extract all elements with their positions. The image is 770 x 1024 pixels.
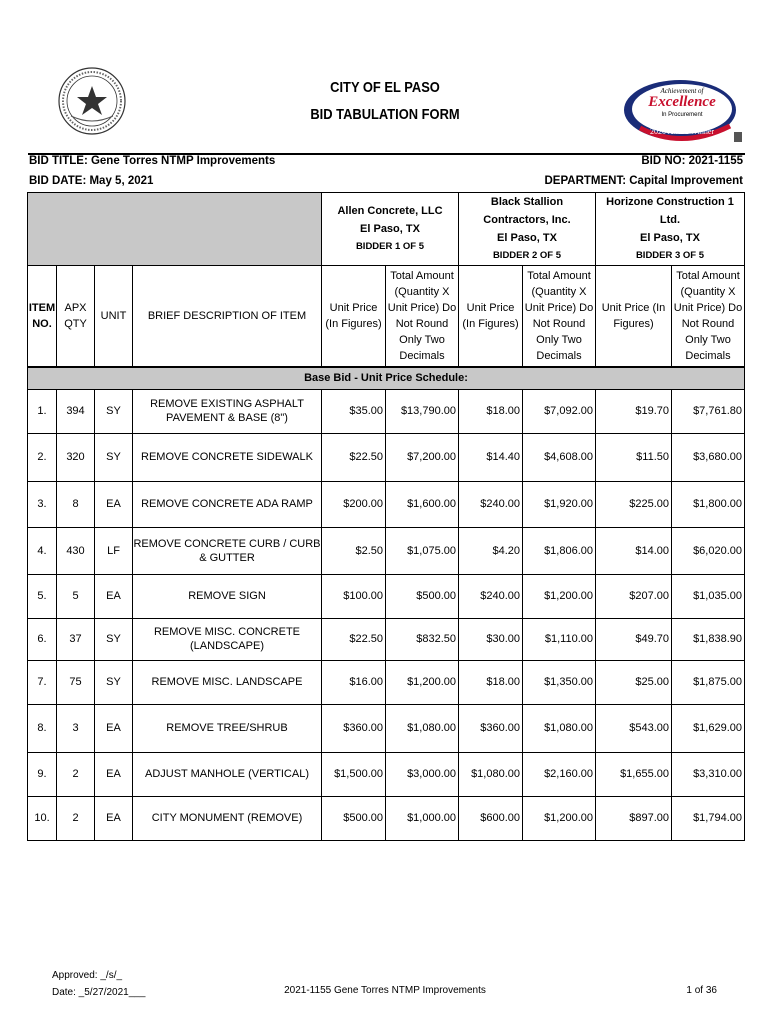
footer-center: 2021-1155 Gene Torres NTMP Improvements — [284, 985, 486, 996]
table-row — [28, 752, 745, 796]
table-row — [28, 796, 745, 840]
footer-approved: Approved: _/s/_ — [52, 970, 123, 981]
cell-total-1: $13,790.00 — [386, 389, 459, 433]
award-line-4: 2020 Award Winner — [649, 127, 715, 136]
award-line-2: Excellence — [648, 94, 716, 110]
table-row — [28, 433, 745, 481]
award-line-1: Achievement of — [660, 87, 704, 95]
cell-description: REMOVE TREE/SHRUB — [133, 704, 322, 752]
cell-unit-price-2: $600.00 — [459, 796, 523, 840]
cell-item-no: 3. — [28, 481, 57, 527]
cell-qty: 430 — [57, 527, 95, 574]
cell-total-3: $1,838.90 — [672, 618, 745, 660]
cell-unit: SY — [95, 618, 133, 660]
cell-unit: EA — [95, 481, 133, 527]
cell-qty: 2 — [57, 796, 95, 840]
col-total-3: Total Amount (Quantity X Unit Price) Do Not Round Only Two Decimals — [672, 265, 745, 367]
cell-qty: 3 — [57, 704, 95, 752]
header-spacer — [28, 154, 745, 192]
cell-total-1: $1,200.00 — [386, 660, 459, 704]
cell-item-no: 6. — [28, 618, 57, 660]
col-item-no: ITEM NO. — [28, 265, 57, 367]
bid-title: BID TITLE: Gene Torres NTMP Improvements — [29, 155, 276, 167]
cell-unit-price-1: $22.50 — [322, 433, 386, 481]
cell-unit: LF — [95, 527, 133, 574]
cell-unit-price-2: $240.00 — [459, 574, 523, 618]
cell-description: REMOVE CONCRETE ADA RAMP — [133, 481, 322, 527]
city-seal-logo — [57, 66, 127, 136]
table-row — [28, 660, 745, 704]
cell-item-no: 2. — [28, 433, 57, 481]
department: DEPARTMENT: Capital Improvement — [544, 175, 743, 187]
bid-tabulation-table — [27, 153, 745, 841]
cell-total-1: $1,000.00 — [386, 796, 459, 840]
cell-unit: EA — [95, 752, 133, 796]
bid-number: BID NO: 2021-1155 — [641, 155, 743, 167]
table-row — [28, 618, 745, 660]
award-line-3: In Procurement — [661, 112, 703, 118]
cell-unit-price-3: $49.70 — [596, 618, 672, 660]
bid-date: BID DATE: May 5, 2021 — [29, 175, 154, 187]
cell-qty: 8 — [57, 481, 95, 527]
rows-body — [28, 389, 745, 840]
cell-description: CITY MONUMENT (REMOVE) — [133, 796, 322, 840]
cell-unit-price-1: $100.00 — [322, 574, 386, 618]
cell-total-3: $1,794.00 — [672, 796, 745, 840]
cell-description: REMOVE CONCRETE SIDEWALK — [133, 433, 322, 481]
footer-date: Date: _5/27/2021___ — [52, 987, 146, 998]
header-gray-block — [28, 192, 322, 265]
cell-unit-price-2: $1,080.00 — [459, 752, 523, 796]
cell-qty: 5 — [57, 574, 95, 618]
cell-item-no: 1. — [28, 389, 57, 433]
cell-description: ADJUST MANHOLE (VERTICAL) — [133, 752, 322, 796]
footer-page: 1 of 36 — [686, 985, 717, 996]
cell-item-no: 4. — [28, 527, 57, 574]
col-description: BRIEF DESCRIPTION OF ITEM — [133, 265, 322, 367]
col-unit-price-2: Unit Price (In Figures) — [459, 265, 523, 367]
cell-total-1: $500.00 — [386, 574, 459, 618]
cell-unit-price-1: $16.00 — [322, 660, 386, 704]
cell-total-2: $2,160.00 — [523, 752, 596, 796]
cell-item-no: 9. — [28, 752, 57, 796]
cell-qty: 2 — [57, 752, 95, 796]
cell-unit-price-3: $25.00 — [596, 660, 672, 704]
cell-total-3: $1,629.00 — [672, 704, 745, 752]
cell-total-2: $1,110.00 — [523, 618, 596, 660]
cell-unit-price-1: $360.00 — [322, 704, 386, 752]
cell-total-1: $1,075.00 — [386, 527, 459, 574]
cell-total-1: $3,000.00 — [386, 752, 459, 796]
cell-qty: 394 — [57, 389, 95, 433]
cell-total-2: $1,806.00 — [523, 527, 596, 574]
bidder-3-name: Horizone Construction 1 Ltd. — [606, 195, 734, 226]
cell-total-2: $1,350.00 — [523, 660, 596, 704]
cell-total-1: $1,080.00 — [386, 704, 459, 752]
cell-unit-price-1: $500.00 — [322, 796, 386, 840]
cell-unit-price-2: $4.20 — [459, 527, 523, 574]
cell-unit-price-3: $225.00 — [596, 481, 672, 527]
cell-total-3: $6,020.00 — [672, 527, 745, 574]
cell-description: REMOVE MISC. LANDSCAPE — [133, 660, 322, 704]
cell-unit-price-1: $1,500.00 — [322, 752, 386, 796]
cell-unit-price-1: $2.50 — [322, 527, 386, 574]
table-row — [28, 481, 745, 527]
cell-unit-price-2: $360.00 — [459, 704, 523, 752]
cell-total-3: $1,875.00 — [672, 660, 745, 704]
bidder-3-rank: BIDDER 3 OF 5 — [635, 249, 705, 261]
cell-total-2: $1,080.00 — [523, 704, 596, 752]
cell-unit-price-1: $35.00 — [322, 389, 386, 433]
cell-total-2: $4,608.00 — [523, 433, 596, 481]
col-apx-qty: APX QTY — [57, 265, 95, 367]
cell-unit: SY — [95, 433, 133, 481]
cell-total-2: $1,920.00 — [523, 481, 596, 527]
cell-unit-price-3: $1,655.00 — [596, 752, 672, 796]
cell-description: REMOVE EXISTING ASPHALT PAVEMENT & BASE (8") — [133, 389, 322, 433]
bidder-2-name: Black Stallion Contractors, Inc. — [483, 195, 571, 226]
col-unit-price-1: Unit Price (In Figures) — [322, 265, 386, 367]
cell-unit-price-2: $240.00 — [459, 481, 523, 527]
bidder-1-header — [322, 192, 459, 265]
city-title: CITY OF EL PASO — [330, 79, 440, 96]
cell-unit: SY — [95, 660, 133, 704]
cell-unit-price-2: $14.40 — [459, 433, 523, 481]
col-unit: UNIT — [95, 265, 133, 367]
table-row — [28, 704, 745, 752]
cell-unit-price-1: $200.00 — [322, 481, 386, 527]
cell-total-2: $1,200.00 — [523, 574, 596, 618]
cell-unit-price-3: $14.00 — [596, 527, 672, 574]
cell-description: REMOVE MISC. CONCRETE (LANDSCAPE) — [133, 618, 322, 660]
cell-total-3: $7,761.80 — [672, 389, 745, 433]
cell-qty: 37 — [57, 618, 95, 660]
cell-unit-price-2: $18.00 — [459, 389, 523, 433]
table-row — [28, 574, 745, 618]
col-total-1: Total Amount (Quantity X Unit Price) Do Not Round Only Two Decimals — [386, 265, 459, 367]
cell-total-3: $1,035.00 — [672, 574, 745, 618]
bidder-3-city: El Paso, TX — [640, 231, 700, 244]
cell-total-3: $1,800.00 — [672, 481, 745, 527]
cell-total-1: $7,200.00 — [386, 433, 459, 481]
bidder-2-header — [459, 192, 596, 265]
cell-qty: 320 — [57, 433, 95, 481]
cell-unit: SY — [95, 389, 133, 433]
cell-total-1: $1,600.00 — [386, 481, 459, 527]
bidder-1-city: El Paso, TX — [360, 222, 420, 235]
cell-unit: EA — [95, 574, 133, 618]
cell-unit-price-2: $18.00 — [459, 660, 523, 704]
cell-unit-price-3: $207.00 — [596, 574, 672, 618]
cell-description: REMOVE SIGN — [133, 574, 322, 618]
cell-unit: EA — [95, 704, 133, 752]
cell-total-3: $3,680.00 — [672, 433, 745, 481]
cell-unit-price-1: $22.50 — [322, 618, 386, 660]
cell-unit-price-3: $11.50 — [596, 433, 672, 481]
bidder-1-rank: BIDDER 1 OF 5 — [355, 240, 425, 252]
cell-unit-price-3: $897.00 — [596, 796, 672, 840]
section-title: Base Bid - Unit Price Schedule: — [28, 367, 745, 389]
table-row — [28, 527, 745, 574]
col-total-2: Total Amount (Quantity X Unit Price) Do Not Round Only Two Decimals — [523, 265, 596, 367]
cell-total-2: $7,092.00 — [523, 389, 596, 433]
bidder-1-name: Allen Concrete, LLC — [337, 204, 443, 217]
cell-total-3: $3,310.00 — [672, 752, 745, 796]
cell-total-2: $1,200.00 — [523, 796, 596, 840]
cell-item-no: 10. — [28, 796, 57, 840]
cell-item-no: 7. — [28, 660, 57, 704]
cell-total-1: $832.50 — [386, 618, 459, 660]
bidder-2-city: El Paso, TX — [497, 231, 557, 244]
bidder-3-header — [596, 192, 745, 265]
col-unit-price-3: Unit Price (In Figures) — [596, 265, 672, 367]
cell-qty: 75 — [57, 660, 95, 704]
form-title: BID TABULATION FORM — [310, 106, 460, 123]
cell-unit-price-2: $30.00 — [459, 618, 523, 660]
cell-unit: EA — [95, 796, 133, 840]
cell-unit-price-3: $543.00 — [596, 704, 672, 752]
cell-description: REMOVE CONCRETE CURB / CURB & GUTTER — [133, 527, 322, 574]
table-row — [28, 389, 745, 433]
cell-unit-price-3: $19.70 — [596, 389, 672, 433]
cell-item-no: 5. — [28, 574, 57, 618]
bidder-2-rank: BIDDER 2 OF 5 — [492, 249, 562, 261]
cell-item-no: 8. — [28, 704, 57, 752]
